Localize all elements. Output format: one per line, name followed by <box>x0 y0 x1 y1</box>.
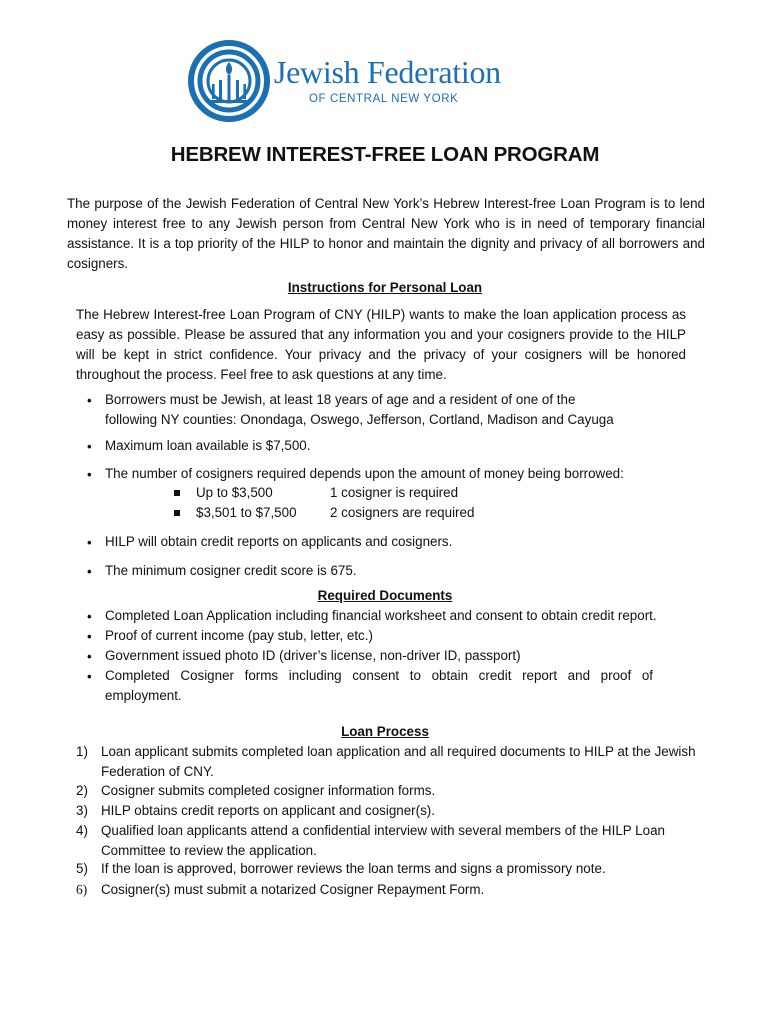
bullet-icon: • <box>87 467 92 482</box>
intro-paragraph: The purpose of the Jewish Federation of Central New York’s Hebrew Interest-free Loan Program is to lend money interest free to any Jewish person from Central New York who is in need of temporary financial assistance. It is a top priority of the HILP to honor and maintain the dignity and privacy of all borrowers and cosigners. <box>67 196 705 271</box>
list-item: HILP will obtain credit reports on applicants and cosigners. <box>105 534 453 549</box>
bullet-icon: • <box>87 564 92 579</box>
bullet-icon: • <box>87 669 92 684</box>
loan-process-heading: Loan Process <box>341 724 429 739</box>
list-item: Cosigner(s) must submit a notarized Cosigner Repayment Form. <box>101 882 485 897</box>
list-item: Completed Cosigner forms including consent to obtain credit report and proof of employment. <box>105 668 653 703</box>
list-item: Maximum loan available is $7,500. <box>105 438 311 453</box>
logo-name: Jewish Federation <box>274 54 501 90</box>
bullet-icon: • <box>87 609 92 624</box>
list-item: HILP obtains credit reports on applicant and cosigner(s). <box>101 803 435 818</box>
list-item: Borrowers must be Jewish, at least 18 years of age and a resident of one of the following NY counties: Onondaga, Oswego, Jefferson, Cortland, Madison and Cayuga <box>105 392 614 427</box>
list-item: Proof of current income (pay stub, letter, etc.) <box>105 628 373 643</box>
list-item: Completed Loan Application including financial worksheet and consent to obtain credit report. <box>105 608 657 623</box>
list-item: Loan applicant submits completed loan application and all required documents to HILP at the Jewish Federation of CNY. <box>101 744 696 779</box>
bullet-icon: • <box>87 535 92 550</box>
bullet-icon: • <box>87 629 92 644</box>
list-item: The minimum cosigner credit score is 675. <box>105 563 357 578</box>
bullet-icon: • <box>87 649 92 664</box>
list-item: If the loan is approved, borrower reviews the loan terms and signs a promissory note. <box>101 861 606 876</box>
list-item: Qualified loan applicants attend a confidential interview with several members of the HILP Loan Committee to review the application. <box>101 823 665 858</box>
instructions-heading: Instructions for Personal Loan <box>287 280 483 295</box>
square-bullet-icon <box>174 510 180 516</box>
required-documents-heading: Required Documents <box>317 588 453 603</box>
list-item: The number of cosigners required depends upon the amount of money being borrowed: <box>105 466 624 481</box>
jewish-federation-logo <box>188 40 501 126</box>
logo-subtitle: OF CENTRAL NEW YORK <box>309 93 459 105</box>
menorah-logo-icon <box>188 40 270 122</box>
cosigner-amount: Up to $3,500 <box>196 485 273 500</box>
step-number: 1) <box>76 744 88 759</box>
step-number: 5) <box>76 861 88 876</box>
list-item: Cosigner submits completed cosigner information forms. <box>101 783 436 798</box>
instructions-paragraph: The Hebrew Interest-free Loan Program of CNY (HILP) wants to make the loan application process as easy as possible. Please be assured that any information you and your cosigners provide to the HILP will be kept in strict confidence. Your privacy and the privacy of your cosigners will be honored throughout the process. Feel free to ask questions at any time. <box>76 307 686 382</box>
bullet-icon: • <box>87 439 92 454</box>
step-number: 3) <box>76 803 88 818</box>
step-number: 6) <box>76 882 88 897</box>
bullet-icon: • <box>87 393 92 408</box>
list-item: Government issued photo ID (driver’s license, non-driver ID, passport) <box>105 648 521 663</box>
cosigner-amount: $3,501 to $7,500 <box>196 505 297 520</box>
page-title: HEBREW INTEREST-FREE LOAN PROGRAM <box>170 143 600 166</box>
cosigner-requirement: 2 cosigners are required <box>330 505 475 520</box>
square-bullet-icon <box>174 490 180 496</box>
cosigner-requirement: 1 cosigner is required <box>330 485 459 500</box>
step-number: 4) <box>76 823 88 838</box>
step-number: 2) <box>76 783 88 798</box>
